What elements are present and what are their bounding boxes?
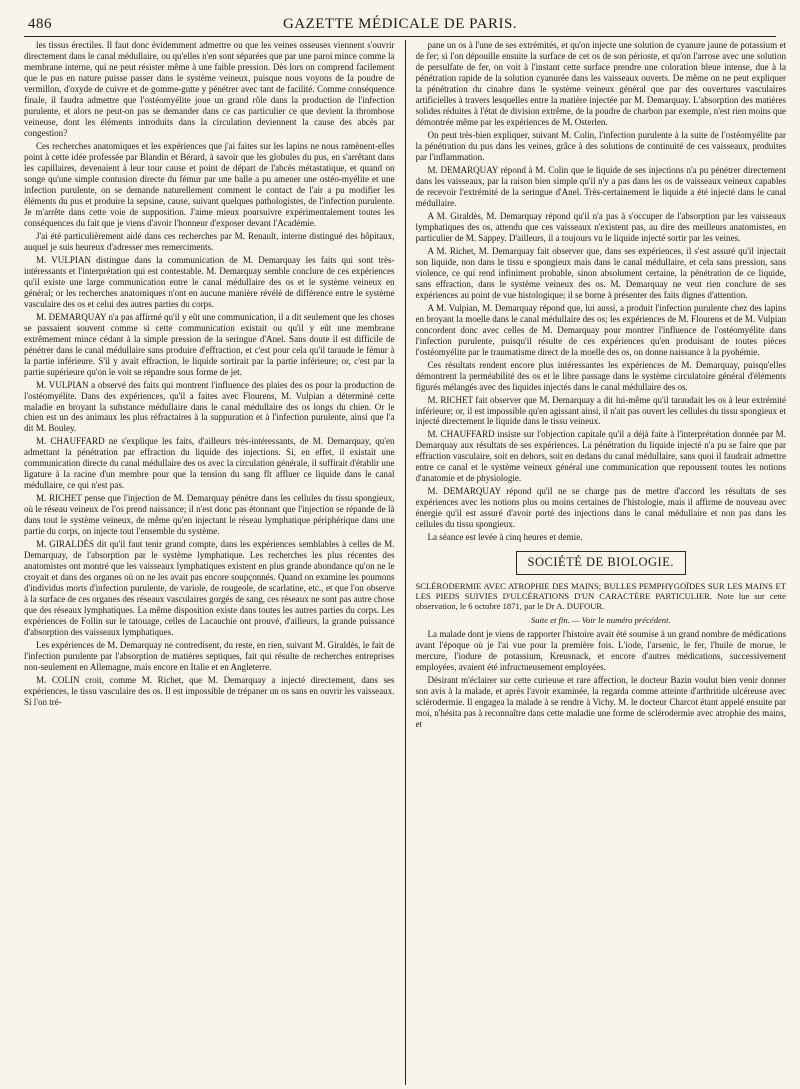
journal-title: GAZETTE MÉDICALE DE PARIS.: [282, 16, 518, 32]
paragraph: M. RICHET pense que l'injection de M. Demarquay pénètre dans les cellules du tissu spongieux, où le réseau veineux de l'os prend naissance; il n'est donc pas étonnant que l'injection se répande de là dans tout le système veineux, de même qu'en injectant le réseau lymphatique périphérique dans une partie du corps, on injecte tout l'ensemble du système.: [24, 493, 395, 537]
paragraph: M. VULPIAN distingue dans la communication de M. Demarquay les faits qui sont très-intéressants et l'interprétation qui est contestable. M. Demarquay semble conclure de ces expériences qu'il existe une large communication entre le canal médullaire des os et le système veineux en général; or les recherches anatomiques n'ont en aucune manière révélé de différence entre le système vasculaire des os et celui des autres parties du corps.: [24, 254, 395, 309]
paragraph: M. COLIN croit, comme M. Richet, que M. Demarquay a injecté directement, dans ses expériences, le tissu vasculaire des os. Il est impossible de trépaner un os sans en ouvrir les vaisseaux. Si l'on tré-: [24, 675, 395, 708]
paragraph: Ces recherches anatomiques et les expériences que j'ai faites sur les lapins ne nous ramènent-elles point à cette idée professée par Blandin et Bérard, à savoir que les globules du pus, en s'arrêtant dans les capillaires, devenaient à leur tour cause et point de départ de l'abcès métastatique, et quand on songe qu'une simple contusion directe du fémur par une balle a pu amener une ostéo-myélite et une infection purulente, on se demande naturellement comment le contact de l'air a pu modifier les éléments du pus et produire la sepsine, cause, suivant quelques pathologistes, de l'infection purulente. Je m'arrête dans cette voie de supposition. J'aime mieux poursuivre expérimentalement toutes les conséquences du fait que je viens d'avoir l'honneur d'exposer devant l'Académie.: [24, 140, 395, 228]
society-heading: SOCIÉTÉ DE BIOLOGIE.: [516, 551, 686, 574]
header-rule: [24, 36, 776, 37]
session-closing: La séance est levée à cinq heures et demie.: [427, 532, 583, 543]
paragraph: Désirant m'éclairer sur cette curieuse et rare affection, le docteur Bazin voulut bien venir donner son avis à la malade, et après l'avoir examinée, la regarda comme atteinte d'arthritide ulcéreuse avec sclérodermie. Il engagea la malade à se rendre à Vichy. M. le docteur Charcot étant appelé ensuite par moi, n'hésita pas à reconnaître dans cette maladie une forme de sclérodermie avec atrophie des mains, et: [415, 675, 786, 730]
article-columns: [24, 40, 786, 1085]
article-subject: SCLÉRODERMIE AVEC ATROPHIE DES MAINS; BULLES PEMPHYGOÏDES SUR LES MAINS ET LES PIEDS SUIVIES D'ULCÉRATIONS D'UN CARACTÈRE PARTICULIER. Note lue sur cette observation, le 6 octobre 1871, par le Dr A. DUFOUR.: [415, 580, 786, 612]
paragraph: pane un os à l'une de ses extrémités, et qu'on injecte une solution de cyanure jaune de potassium et de fer; si l'on dépouille ensuite la surface de cet os de son périoste, et qu'on l'arrose avec une solution de persulfate de fer, on voit à l'instant cette surface prendre une coloration bleue intense, due à la pénétration rapide de la solution cyanurée dans les vaisseaux ouverts. De même on ne peut expliquer la pénétration du cinabre dans le système veineux général que par des ouvertures vasculaires artificielles à travers lesquelles entre la matière injectée par M. Demarquay. L'absorption des matières solides réduites à l'état de division extrême, de la poudre de charbon par exemple, n'est rien moins que démontrée même par les expériences de M. Osterlen.: [415, 40, 786, 127]
paragraph: On peut très-bien expliquer, suivant M. Colin, l'infection purulente à la suite de l'ostéomyélite par la pénétration du pus dans les veines, grâce à des solutions de continuité de ces vaisseaux, produites par l'inflammation.: [415, 129, 786, 162]
left-column: [24, 40, 395, 1085]
paragraph: M. DEMARQUAY n'a pas affirmé qu'il y eût une communication, il a dit seulement que les choses se passaient souvent comme si cette communication existait ou qu'il y eût une membrane extrêmement mince cédant à la simple pression de la seringue d'Anel. Sans doute il est difficile de pénétrer dans le canal médullaire sans produire d'effraction, et c'est pour cela qu'il taraude le fémur à la partie inférieure. S'il y avait effraction, le liquide sortirait par la partie inférieure; or, c'est par la partie supérieure qu'on le voit se répandre sous forme de jet.: [24, 311, 395, 377]
paragraph: M. RICHET fait observer que M. Demarquay a dit lui-même qu'il taraudait les os à leur extrémité inférieure; or, il est impossible qu'en agissant ainsi, il n'ait pas ouvert les cellules du tissu spongieux et injecté directement le liquide dans le tissu veineux.: [415, 394, 786, 427]
right-column: [416, 40, 787, 1085]
page-number: 486: [28, 16, 52, 32]
paragraph: M. GIRALDÈS dit qu'il faut tenir grand compte, dans les expériences semblables à celles de M. Demarquay, de l'absorption par le système lymphatique. Les recherches les plus récentes des anatomistes ont montré que les vaisseaux lymphatiques existent en plus grande abondance qu'on ne le croyait et dans des organes où on ne les avait pas encore soupçonnés. Quand on examine les poumons d'individus morts d'infection purulente, de variole, de rougeole, de scarlatine, etc., et que l'on observe à la surface de ces organes des réseaux vasculaires gorgés de sang, ces réseaux ne sont pas autre chose que des réseaux lymphatiques. La même disposition existe dans toutes les autres parties du corps. Les expériences de Follin sur le tatouage, celles de Lacauchie ont prouvé, d'ailleurs, la grande puissance d'absorption des vaisseaux lymphatiques.: [24, 539, 395, 638]
paragraph: M. VULPIAN a observé des faits qui montrent l'influence des plaies des os pour la production de l'ostéomyélite. Dans des expériences, qu'il a faites avec Flourens, M. Vulpian a déterminé cette maladie en broyant la substance médullaire dans le canal médullaire des os longs du chien. Or le chien est un des animaux les plus réfractaires à la suppuration et à l'infection purulente, ainsi que l'a dit M. Bouley.: [24, 379, 395, 434]
page-header: [24, 12, 776, 36]
paragraph: La malade dont je viens de rapporter l'histoire avait été soumise à un grand nombre de médications avant l'époque où je l'ai vue pour la première fois. L'iode, l'arsenic, le fer, l'huile de morue, le mercure, l'iodure de potassium, Kreusnack, et encore d'autres médications, successivement employées, avaient été infructueusement employées.: [415, 629, 786, 673]
paragraph: Ces résultats rendent encore plus intéressantes les expériences de M. Demarquay, puisqu'elles démontrent la perméabilité des os et le libre passage dans le système circulatoire général d'éléments figurés mélangés avec des liquides injectés dans le canal médullaire des os.: [415, 359, 786, 392]
column-divider: [405, 40, 406, 1085]
paragraph: les tissus érectiles. Il faut donc évidemment admettre ou que les veines osseuses viennent s'ouvrir directement dans le canal médullaire, ou qu'elles n'en sont séparées que par une paroi mince comme la membrane interne, qui ne peut résister même à une faible pression. Dès lors on comprend facilement que le pus en nature puisse passer dans le système veineux, puisque nous voyons de la poudre de vermillon, d'oxyde de cuivre et de gomme-gutte y pénétrer avec tant de facilité. Comme conséquence finale, il faudra admettre que l'ostéomyélite joue un grand rôle dans la production de l'infection purulente, et alors ne peut-on pas se demander dans ce cas particulier ce que devient la thrombose veineuse, dont les éléments introduits dans la circulation deviennent la cause des abcès par congestion?: [24, 40, 395, 138]
paragraph: Les expériences de M. Demarquay ne contredisent, du reste, en rien, suivant M. Giraldès, le fait de l'infection purulente par l'absorption de matières septiques, fait qui résulte de recherches entreprises non-seulement en Allemagne, mais encore en Italie et en Angleterre.: [24, 640, 395, 673]
paragraph: A M. Giraldès, M. Demarquay répond qu'il n'a pas à s'occuper de l'absorption par les vaisseaux lymphatiques des os, attendu que ces vaisseaux n'existent pas, au dire des meilleurs anatomistes, en particulier de M. Sappey. D'ailleurs, il a toujours vu le liquide injecté sortir par les veines.: [415, 210, 786, 243]
paragraph: A M. Vulpian, M. Demarquay répond que, lui aussi, a produit l'infection purulente chez des lapins en broyant la moelle dans le canal médullaire des os; les expériences de M. Flourens et de M. Vulpian concordent donc avec celles de M. Demarquay pour montrer l'influence de l'ostéomyélite dans l'infection purulente, puisqu'il résulte de ces expériences qu'en produisant de toutes pièces l'ostéomyélite par le traumatisme direct de la moelle des os, on donne naissance à la pyohémie.: [415, 302, 786, 357]
paragraph: M. DEMARQUAY répond qu'il ne se charge pas de mettre d'accord les résultats de ses expériences avec les notions plus ou moins certaines de l'histologie, mais il affirme de nouveau avec énergie qu'il est assuré d'avoir porté des injections dans le canal médullaire et non pas dans les cellules du tissu spongieux.: [415, 486, 786, 530]
paragraph: M. CHAUFFARD insiste sur l'objection capitale qu'il a déjà faite à l'interprétation donnée par M. Demarquay aux résultats de ses expériences. La pénétration du liquide injecté n'a pu se faire que par effraction vasculaire, soit en dehors, soit en dedans du canal médullaire, sans quoi il faudrait admettre entre ce canal et le système veineux général une communication que repoussent toutes les notions d'anatomie et de physiologie.: [415, 429, 786, 484]
paragraph: A M. Richet, M. Demarquay fait observer que, dans ses expériences, il s'est assuré qu'il injectait son liquide, non dans le tissu e spongieux mais dans le canal médullaire, et cela sans pression, sans violence, ce qui rend infiniment probable, sinon absolument certaine, la pénétration de ce liquide, sans effraction, dans le système veineux des os. M. Demarquay ne veut rien conclure de ses expériences au point de vue histologique; il se borne à présenter des faits dignes d'attention.: [415, 245, 786, 300]
continuation-note: Suite et fin. — Voir le numéro précédent.: [530, 614, 671, 625]
paragraph: M. DEMARQUAY répond à M. Colin que le liquide de ses injections n'a pu pénétrer directement dans les vaisseaux, par la raison bien simple qu'il n'y a pas dans les os de vaisseaux veineux capables de recevoir l'extrémité de la seringue d'Anel. Très-certainement le liquide a été injecté dans le canal médullaire.: [415, 164, 786, 208]
paragraph: J'ai été particulièrement aidé dans ces recherches par M. Renault, interne distingué des hôpitaux, auquel je suis heureux d'adresser mes remerciments.: [24, 230, 395, 252]
paragraph: M. CHAUFFARD ne s'explique les faits, d'ailleurs très-intéressants, de M. Demarquay, qu'en admettant la pénétration par effraction du liquide des injections. Si, en effet, il existait une communication directe du canal médullaire des os avec la circulation générale, il suffirait d'établir une ligature à la racine d'un membre pour que la tension du sang fît affluer ce liquide dans le canal médullaire, ce qui n'est pas.: [24, 436, 395, 491]
